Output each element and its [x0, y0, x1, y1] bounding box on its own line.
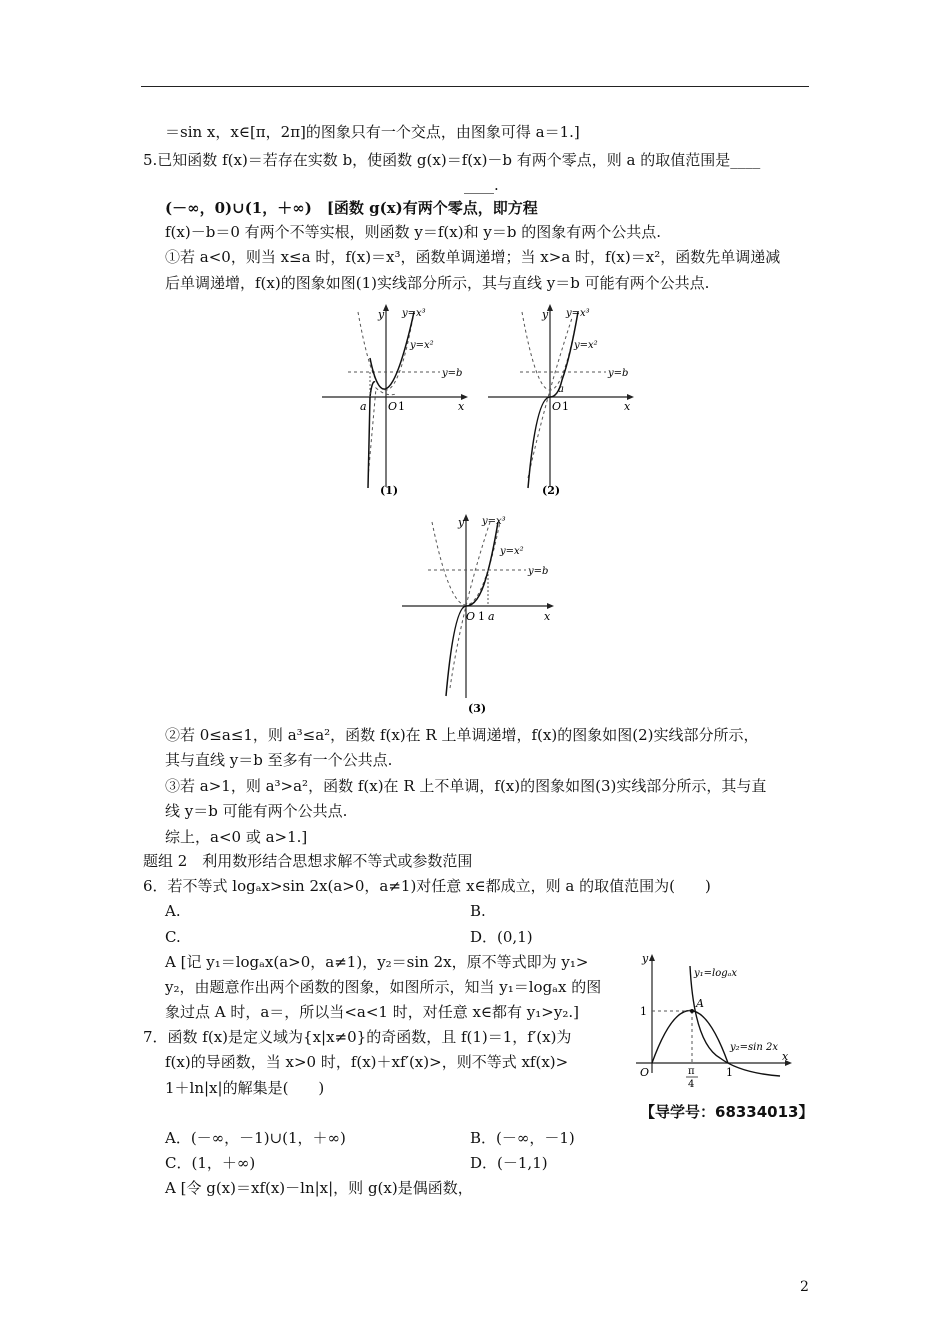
curve-label-cube: y=x³	[566, 308, 590, 319]
question-5: 5.已知函数 f(x)＝若存在实数 b，使函数 g(x)＝f(x)－b 有两个零点，则 a 的取值范围是____	[143, 151, 761, 169]
curve-label-square: y=x²	[574, 340, 598, 351]
point-a-label: A	[696, 997, 704, 1010]
text-line: 后单调递增，f(x)的图象如图(1)实线部分所示，其与直线 y＝b 可能有两个公共点.	[165, 274, 710, 292]
answer-blank: ____.	[464, 176, 499, 194]
header-rule	[141, 86, 809, 87]
one-label: 1	[478, 610, 485, 623]
curve-label-square: y=x²	[500, 546, 524, 557]
option-b: B.	[470, 902, 486, 920]
question-7: 7．函数 f(x)是定义域为{x|x≠0}的奇函数，且 f(1)＝1，f′(x)为	[143, 1028, 572, 1046]
one-label: 1	[562, 400, 569, 413]
x-one-label: 1	[726, 1066, 733, 1079]
figure-3	[398, 508, 558, 718]
y-axis-label: y	[642, 952, 649, 965]
curve-label-cube: y=x³	[402, 308, 426, 319]
y-axis-label: y	[378, 308, 385, 321]
x-axis-label: x	[782, 1050, 789, 1063]
guide-number: 【导学号：68334013】	[640, 1103, 814, 1121]
q7-option-c: C．(1，＋∞)	[165, 1154, 256, 1172]
q7-option-a: A．(－∞，－1)∪(1，＋∞)	[165, 1129, 346, 1147]
line-label-b: y=b	[528, 566, 549, 577]
y-one-label: 1	[640, 1005, 647, 1018]
curve-label-square: y=x²	[410, 340, 434, 351]
text-line: ＝sin x，x∈[π，2π]的图象只有一个交点，由图象可得 a＝1.]	[165, 123, 580, 141]
text-line: f(x)－b＝0 有两个不等实根，则函数 y＝f(x)和 y＝b 的图象有两个公共点.	[165, 223, 661, 241]
text-line: 线 y＝b 可能有两个公共点.	[165, 802, 348, 820]
curve-label-log: y₁=logₐx	[694, 968, 738, 979]
a-label: a	[558, 384, 564, 395]
answer-5: (－∞，0)∪(1，＋∞) [函数 g(x)有两个零点，即方程	[165, 199, 538, 217]
text-line: ②若 0≤a≤1，则 a³≤a²，函数 f(x)在 R 上单调递增，f(x)的图象如图(2)实线部分所示，	[165, 726, 759, 744]
text-line: ①若 a<0，则当 x≤a 时，f(x)＝x³，函数单调递增；当 x>a 时，f(x)＝x²，函数先单调递减	[165, 248, 781, 266]
x-axis-label: x	[458, 400, 465, 413]
pi-label: π	[688, 1066, 695, 1077]
option-d: D．(0,1)	[470, 928, 533, 946]
four-label: 4	[688, 1079, 695, 1088]
a-label: a	[360, 400, 367, 413]
section-heading: 题组 2 利用数形结合思想求解不等式或参数范围	[143, 852, 473, 870]
figure-caption: (1)	[380, 484, 399, 497]
text-line: 象过点 A 时，a＝，所以当<a<1 时，对任意 x∈都有 y₁>y₂.]	[165, 1003, 579, 1021]
one-label: 1	[398, 400, 405, 413]
origin-label: O	[552, 400, 562, 413]
q7-option-b: B．(－∞，－1)	[470, 1129, 575, 1147]
line-label-b: y=b	[608, 368, 629, 379]
figure-2	[484, 298, 636, 503]
option-a: A.	[165, 902, 181, 920]
text-line: ③若 a>1，则 a³>a²，函数 f(x)在 R 上不单调，f(x)的图象如图(3)实线部分所示，其与直	[165, 777, 767, 795]
origin-label: O	[640, 1066, 650, 1079]
a-label: a	[488, 610, 495, 623]
y-axis-label: y	[458, 516, 465, 529]
answer-7: A [令 g(x)＝xf(x)－ln|x|，则 g(x)是偶函数，	[165, 1179, 473, 1197]
x-axis-label: x	[624, 400, 631, 413]
text-line: y₂，由题意作出两个函数的图象，如图所示，知当 y₁＝logₐx 的图	[165, 978, 602, 996]
origin-label: O	[466, 610, 476, 623]
figure-caption: (2)	[542, 484, 561, 497]
q6-figure	[630, 948, 800, 1088]
answer-6: A [记 y₁＝logₐx(a>0，a≠1)，y₂＝sin 2x，原不等式即为 y₁>	[165, 953, 589, 971]
text-line: f(x)的导函数，当 x>0 时，f(x)＋xf′(x)>，则不等式 xf(x)>	[165, 1053, 569, 1071]
q7-option-d: D．(－1,1)	[470, 1154, 548, 1172]
text-line: 综上，a<0 或 a>1.]	[165, 828, 308, 846]
question-6: 6．若不等式 logₐx>sin 2x(a>0，a≠1)对任意 x∈都成立，则 a 的取值范围为( )	[143, 877, 711, 895]
page-number: 2	[800, 1279, 809, 1295]
x-axis-label: x	[544, 610, 551, 623]
y-axis-label: y	[542, 308, 549, 321]
origin-label: O	[388, 400, 398, 413]
curve-label-cube: y=x³	[482, 516, 506, 527]
text-line: 1＋ln|x|的解集是( )	[165, 1079, 325, 1097]
text-line: 其与直线 y＝b 至多有一个公共点.	[165, 751, 393, 769]
figure-1	[318, 298, 470, 503]
figure-caption: (3)	[468, 702, 487, 715]
option-c: C.	[165, 928, 181, 946]
line-label-b: y=b	[442, 368, 463, 379]
curve-label-sin: y₂=sin 2x	[730, 1042, 778, 1053]
